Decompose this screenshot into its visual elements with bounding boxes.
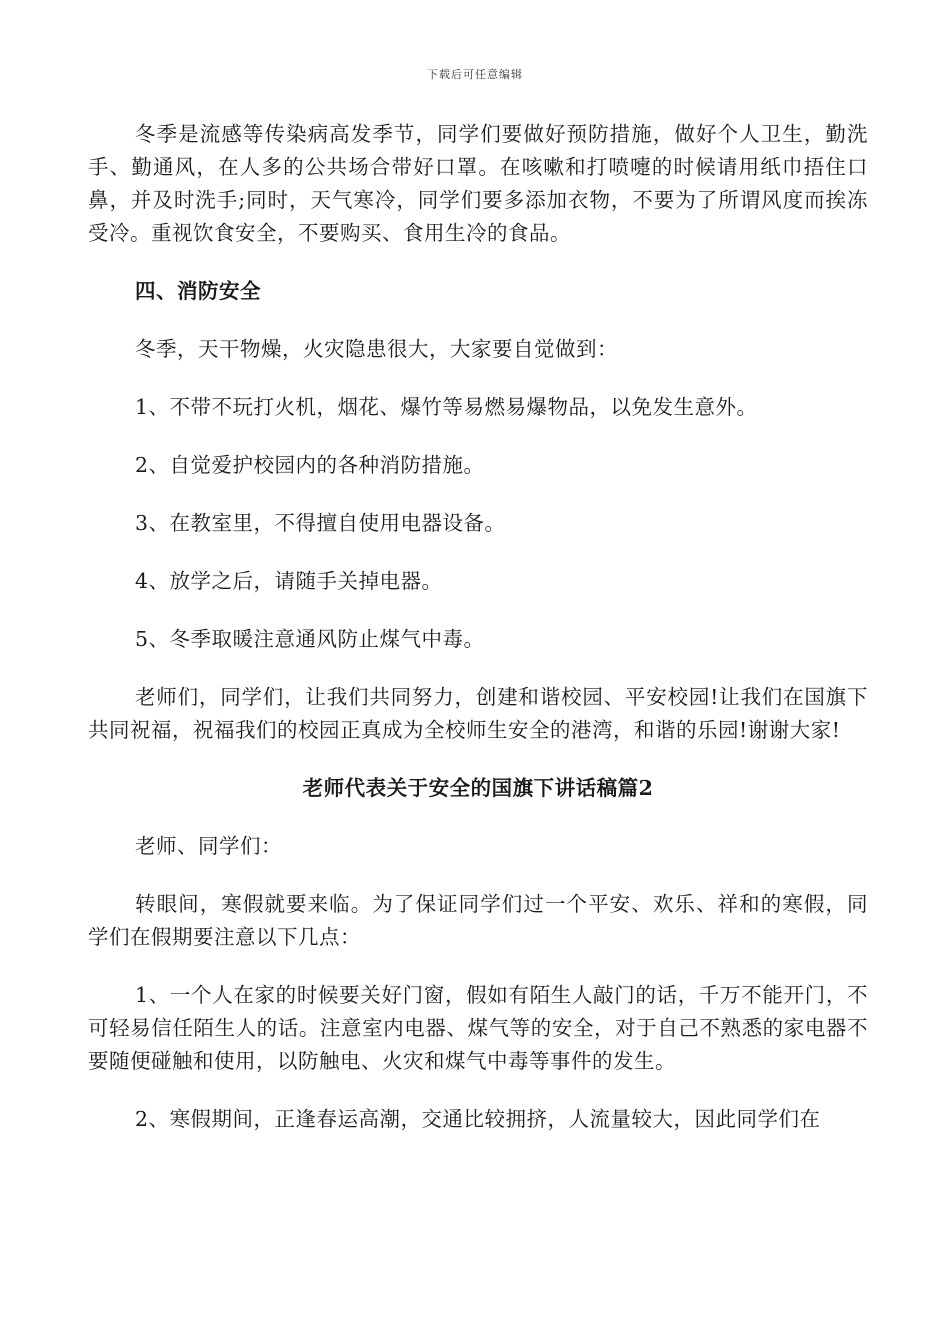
list-item-fire-3: 3、在教室里，不得擅自使用电器设备。 <box>135 511 506 535</box>
section-heading-fire-safety: 四、消防安全 <box>135 279 261 303</box>
list-item-home-safety: 1、一个人在家的时候要关好门窗，假如有陌生人敲门的话，千万不能开门，不可轻易信任陌生人的话。注意室内电器、煤气等的安全，对于自己不熟悉的家电器不要随便碰触和使用，以防触电、火灾和煤气中毒等事件的发生。 <box>88 983 868 1073</box>
paragraph-flu-prevention: 冬季是流感等传染病高发季节，同学们要做好预防措施，做好个人卫生，勤洗手、勤通风，在人多的公共场合带好口罩。在咳嗽和打喷嚏的时候请用纸巾捂住口鼻，并及时洗手;同时，天气寒冷，同学们要多添加衣物，不要为了所谓风度而挨冻受冷。重视饮食安全，不要购买、食用生冷的食品。 <box>88 122 868 245</box>
list-item-fire-1: 1、不带不玩打火机，烟花、爆竹等易燃易爆物品，以免发生意外。 <box>135 395 758 419</box>
paragraph-winter-break-intro: 转眼间，寒假就要来临。为了保证同学们过一个平安、欢乐、祥和的寒假，同学们在假期要注意以下几点： <box>88 892 868 949</box>
paragraph-greeting: 老师、同学们： <box>135 834 282 858</box>
list-item-fire-5: 5、冬季取暖注意通风防止煤气中毒。 <box>135 627 485 651</box>
article-title-2: 老师代表关于安全的国旗下讲话稿篇2 <box>302 776 654 800</box>
page-header: 下载后可任意编辑 <box>427 68 523 81</box>
list-item-traffic-safety: 2、寒假期间，正逢春运高潮，交通比较拥挤，人流量较大，因此同学们在 <box>135 1107 821 1131</box>
list-item-fire-2: 2、自觉爱护校园内的各种消防措施。 <box>135 453 485 477</box>
list-item-fire-4: 4、放学之后，请随手关掉电器。 <box>135 569 443 593</box>
paragraph-fire-intro: 冬季，天干物燥，火灾隐患很大，大家要自觉做到： <box>135 337 618 361</box>
document-body <box>88 118 868 1136</box>
paragraph-closing: 老师们，同学们，让我们共同努力，创建和谐校园、平安校园!让我们在国旗下共同祝福，祝福我们的校园正真成为全校师生安全的港湾，和谐的乐园!谢谢大家! <box>88 685 868 742</box>
